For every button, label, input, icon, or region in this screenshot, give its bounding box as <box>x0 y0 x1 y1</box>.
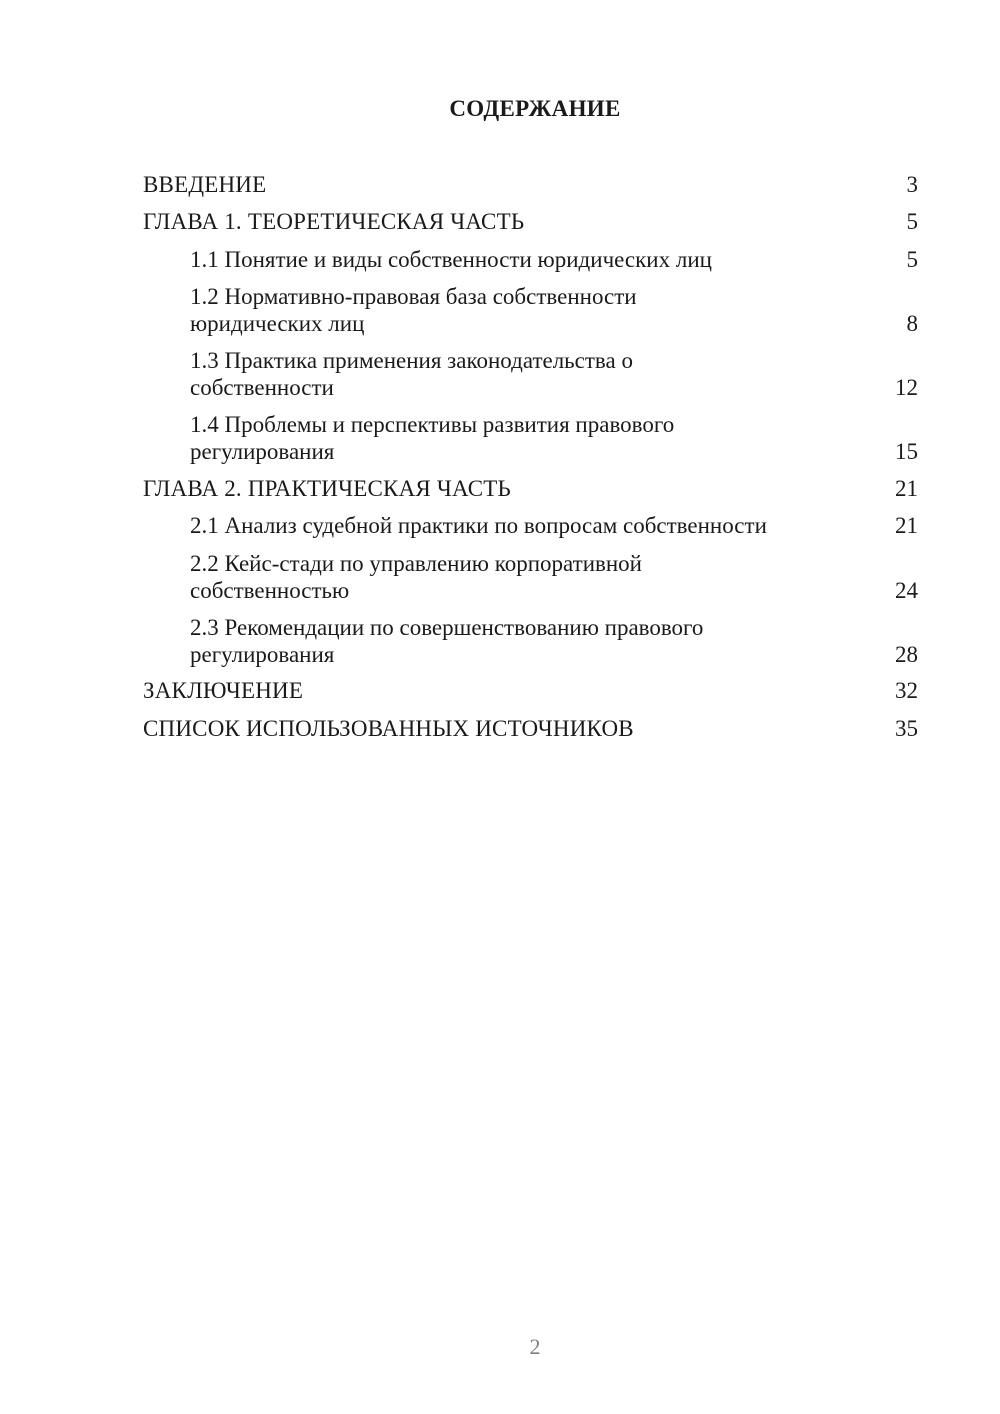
toc-entry-section-2-3-line1: 2.3 Рекомендации по совершенствованию правового <box>190 615 704 640</box>
toc-page-number: 35 <box>895 716 918 741</box>
toc-entry-section-1-4-line1: 1.4 Проблемы и перспективы развития правового <box>190 412 675 437</box>
toc-page-number: 24 <box>895 578 918 603</box>
toc-page-number: 32 <box>895 678 918 703</box>
toc-entry-chapter-1: ГЛАВА 1. ТЕОРЕТИЧЕСКАЯ ЧАСТЬ <box>143 209 525 234</box>
toc-entry-section-1-3-line1: 1.3 Практика применения законодательства о <box>190 348 633 373</box>
toc-page-number: 8 <box>906 311 918 336</box>
toc-entry-chapter-2: ГЛАВА 2. ПРАКТИЧЕСКАЯ ЧАСТЬ <box>143 476 511 501</box>
toc-entry-section-2-2-line2: собственностью <box>190 578 350 603</box>
toc-entry-references: СПИСОК ИСПОЛЬЗОВАННЫХ ИСТОЧНИКОВ <box>143 716 634 741</box>
toc-entry-section-1-2-line1: 1.2 Нормативно-правовая база собственности <box>190 284 637 309</box>
toc-page-number: 5 <box>906 209 918 234</box>
toc-entry-section-1-3-line2: собственности <box>190 375 334 400</box>
toc-entry-section-2-3-line2: регулирования <box>190 642 335 667</box>
toc-entry-introduction: ВВЕДЕНИЕ <box>143 172 267 197</box>
toc-entry-section-2-1: 2.1 Анализ судебной практики по вопросам собственности <box>190 513 767 538</box>
page-number-footer: 2 <box>529 1334 541 1359</box>
toc-entry-section-1-1: 1.1 Понятие и виды собственности юридических лиц <box>190 247 712 272</box>
toc-page-number: 5 <box>906 247 918 272</box>
toc-entry-section-1-2-line2: юридических лиц <box>190 311 365 336</box>
toc-page-number: 3 <box>906 172 918 197</box>
toc-entry-section-2-2-line1: 2.2 Кейс-стади по управлению корпоративной <box>190 551 642 576</box>
toc-page-number: 28 <box>895 642 918 667</box>
toc-page-number: 12 <box>895 375 918 400</box>
toc-page-number: 21 <box>895 476 918 501</box>
toc-page-number: 21 <box>895 513 918 538</box>
toc-entry-section-1-4-line2: регулирования <box>190 439 335 464</box>
toc-entry-conclusion: ЗАКЛЮЧЕНИЕ <box>143 678 304 703</box>
toc-title: СОДЕРЖАНИЕ <box>449 96 621 121</box>
toc-page-number: 15 <box>895 439 918 464</box>
